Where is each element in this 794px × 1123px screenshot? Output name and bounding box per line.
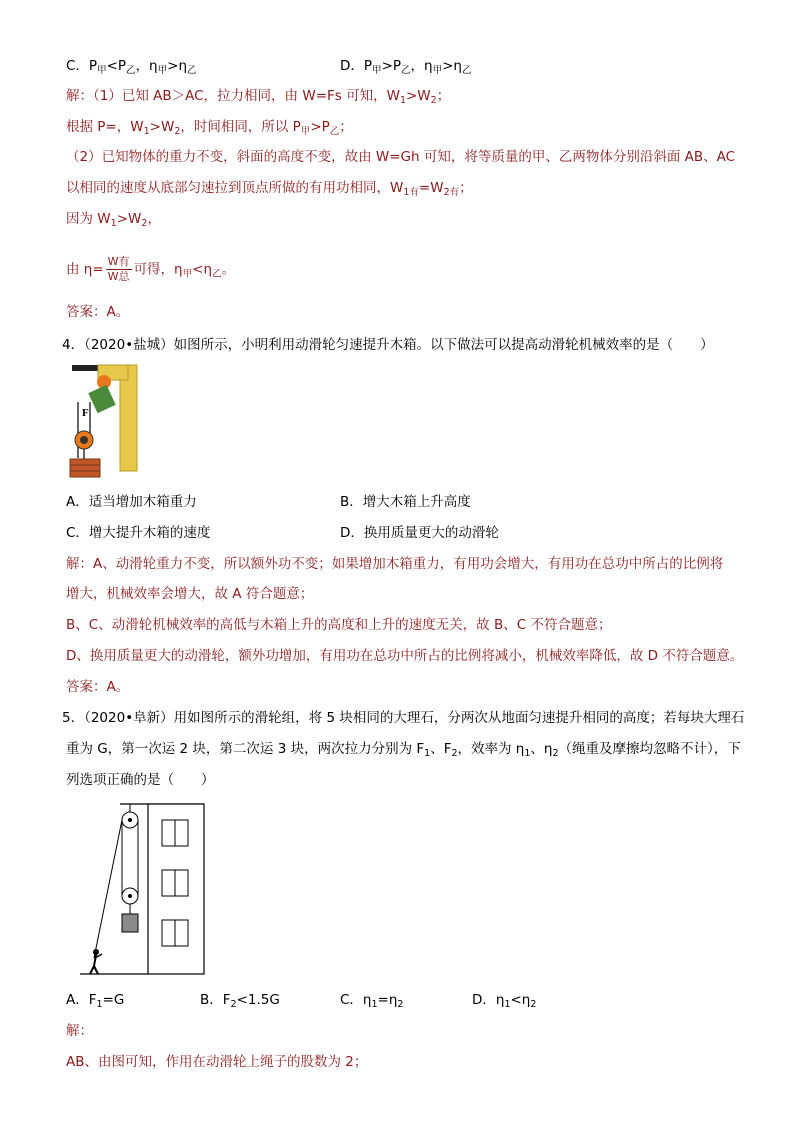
person-head xyxy=(93,949,99,955)
q3-solution-line6: 由 η= $\frac{\text{W有}}{\text{W总}}$ 可得，$\eta_甲<\eta_乙$。 xyxy=(66,255,236,283)
q4-figure xyxy=(68,362,148,482)
q5-stem-line1: 5．（2020•阜新）用如图所示的滑轮组，将 5 块相同的大理石，分两次从地面匀速提升相同的高度；若每块大理石 xyxy=(62,710,745,726)
q4-solution-line3: B、C、动滑轮机械效率的高低与木箱上升的高度和上升的速度无关，故 B、C 不符合题意； xyxy=(66,617,612,633)
movable-pulley-axle xyxy=(128,894,132,898)
q3-solution-line2: 根据 P=，$W_1>W_2$，时间相同，所以 $P_甲>P_乙$； xyxy=(66,119,353,137)
q3-solution-line1: 解：（1）已知 AB＞AC，拉力相同，由 W=Fs 可知，$W_1>W_2$； xyxy=(66,88,451,106)
worker-body xyxy=(88,385,115,413)
efficiency-fraction: $\frac{\text{W有}}{\text{W总}}$ xyxy=(107,255,130,283)
force-label-f: F xyxy=(82,407,89,419)
person-leg xyxy=(94,966,98,974)
q4-option-a: A．适当增加木箱重力 xyxy=(66,494,197,510)
q5-stem-line2: 重为 G，第一次运 2 块，第二次运 3 块，两次拉力分别为 $F_1$、$F_2$，效率为 $\eta_1$、$\eta_2$（绳重及摩擦均忽略不计），下 xyxy=(66,741,741,759)
q5-figure xyxy=(80,800,210,978)
q5-option-b: B．$F_2<1.5G$ xyxy=(200,992,280,1010)
q5-stem-line3: 列选项正确的是（ ） xyxy=(66,772,215,788)
q4-solution-line1: 解：A、动滑轮重力不变，所以额外功不变；如果增加木箱重力，有用功会增大，有用功在总功中所占的比例将 xyxy=(66,556,724,572)
marble-block xyxy=(122,914,138,932)
rope-pull xyxy=(94,820,122,958)
q4-solution-line4: D、换用质量更大的动滑轮，额外功增加，有用功在总功中所占的比例将减小，机械效率降低，故 D 不符合题意。 xyxy=(66,648,744,664)
q3-solution-line5: 因为 $W_1>W_2$， xyxy=(66,211,161,229)
q4-answer: 答案：A。 xyxy=(66,679,130,695)
q3-solution-line4: 以相同的速度从底部匀速拉到顶点所做的有用功相同，$W_{1有}=W_{2有}$； xyxy=(66,180,473,198)
wooden-box xyxy=(70,459,100,477)
q4-option-d: D．换用质量更大的动滑轮 xyxy=(340,525,499,541)
person-leg xyxy=(90,966,94,974)
pulley-axle xyxy=(80,436,88,444)
q4-solution-line2: 增大，机械效率会增大，故 A 符合题意； xyxy=(66,586,314,602)
q4-option-c: C．增大提升木箱的速度 xyxy=(66,525,211,541)
q3-option-d: D．$P_甲>P_乙$，$\eta_甲>\eta_乙$ xyxy=(340,58,472,76)
fixed-pulley-axle xyxy=(128,818,132,822)
q5-solution-label: 解： xyxy=(66,1023,93,1039)
q5-solution-line1: AB、由图可知，作用在动滑轮上绳子的股数为 2； xyxy=(66,1054,368,1070)
q5-option-d: D．$\eta_1<\eta_2$ xyxy=(472,992,537,1010)
q3-answer: 答案：A。 xyxy=(66,304,130,320)
q5-option-c: C．$\eta_1=\eta_2$ xyxy=(340,992,404,1010)
building xyxy=(148,804,204,974)
q5-option-a: A．$F_1=G$ xyxy=(66,992,125,1010)
q3-solution-line3: （2）已知物体的重力不变，斜面的高度不变，故由 W=Gh 可知，将等质量的甲、乙两物体分别沿斜面 AB、AC xyxy=(66,149,736,165)
q4-stem: 4．（2020•盐城）如图所示，小明利用动滑轮匀速提升木箱。以下做法可以提高动滑轮机械效率的是（ ） xyxy=(62,337,714,353)
wall-frame-right xyxy=(120,365,137,471)
q4-option-b: B．增大木箱上升高度 xyxy=(340,494,471,510)
q3-option-c: C．$P_甲<P_乙$，$\eta_甲>\eta_乙$ xyxy=(66,58,197,76)
